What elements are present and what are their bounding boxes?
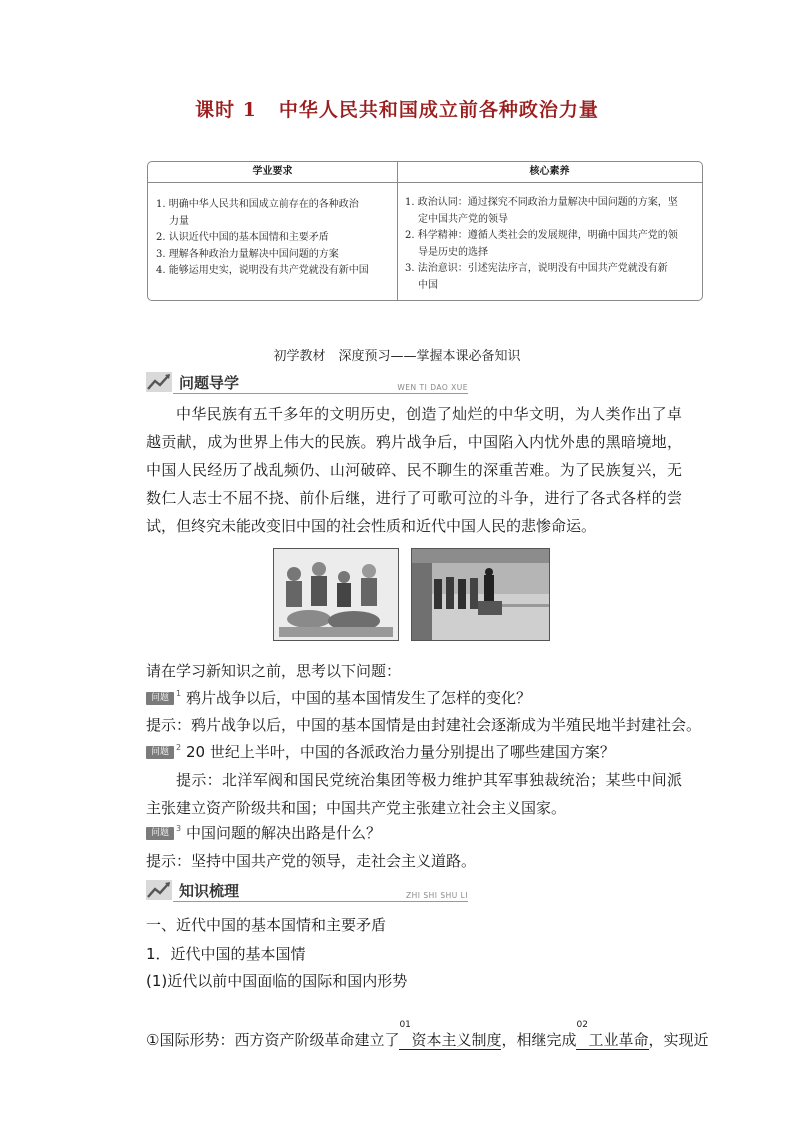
academic-requirements-list bbox=[148, 183, 397, 280]
lesson-title bbox=[0, 95, 794, 122]
question-3 bbox=[146, 822, 682, 843]
badge-title: 知识梳理 bbox=[179, 882, 240, 900]
competency-item: 3. 法治意识：引述宪法序言，说明没有中国共产党就没有新 bbox=[405, 263, 668, 274]
badge-subtitle: ZHI SHI SHU LI bbox=[405, 891, 468, 900]
question-2 bbox=[146, 741, 682, 762]
item-text: ，相继完成 bbox=[501, 1031, 577, 1049]
core-competencies-list bbox=[397, 183, 702, 294]
requirement-item: 2. 认识近代中国的基本国情和主要矛盾 bbox=[156, 232, 329, 243]
section-badge-problem-guide bbox=[146, 372, 468, 394]
requirement-item: 力量 bbox=[169, 215, 189, 227]
badge-title: 问题导学 bbox=[179, 374, 240, 392]
academic-requirements-header: 学业要求 bbox=[148, 162, 397, 183]
question-text: 中国问题的解决出路是什么？ bbox=[186, 824, 382, 842]
crowd-illustration bbox=[274, 549, 398, 640]
question-1 bbox=[146, 687, 682, 708]
item-text: ①国际形势：西方资产阶级革命建立了 bbox=[146, 1031, 400, 1049]
item-text: ，实现近 bbox=[648, 1031, 709, 1049]
section-badge-knowledge bbox=[146, 880, 468, 902]
trend-chart-icon bbox=[146, 880, 172, 900]
competency-item: 2. 科学精神：遵循人类社会的发展规律，明确中国共产党的领 bbox=[405, 230, 678, 241]
hint-1: 提示：鸦片战争以后，中国的基本国情是由封建社会逐渐成为半殖民地半封建社会。 bbox=[146, 716, 702, 734]
section-heading: 初学教材 深度预习——掌握本课必备知识 bbox=[273, 349, 521, 364]
requirement-item: 1. 明确中华人民共和国成立前存在的各种政治 bbox=[156, 199, 359, 210]
lesson-number: 课时 1 bbox=[195, 99, 257, 121]
question-text: 鸦片战争以后，中国的基本国情发生了怎样的变化？ bbox=[186, 689, 532, 707]
think-prompt: 请在学习新知识之前，思考以下问题： bbox=[146, 662, 402, 680]
competency-item: 导是历史的选择 bbox=[418, 246, 488, 258]
hint-2: 提示：北洋军阀和国民党统治集团等极力维护其军事独裁统治；某些中间派主张建立资产阶级共和国；中国共产党主张建立社会主义国家。 bbox=[146, 771, 682, 817]
question-tag: 问题 2 bbox=[146, 746, 182, 760]
core-competencies-header: 核心素养 bbox=[397, 162, 702, 183]
hint-3: 提示：坚持中国共产党的领导，走社会主义道路。 bbox=[146, 852, 477, 870]
competency-item: 1. 政治认同：通过探究不同政治力量解决中国问题的方案，坚 bbox=[405, 197, 678, 208]
question-text: 20 世纪上半叶，中国的各派政治力量分别提出了哪些建国方案？ bbox=[186, 743, 615, 761]
fill-blank-1[interactable]: 01 资本主义制度 bbox=[399, 1020, 502, 1049]
trend-chart-icon bbox=[146, 372, 172, 392]
historical-photo-image bbox=[411, 548, 550, 641]
historical-illustration-image bbox=[273, 548, 399, 641]
badge-subtitle: WEN TI DAO XUE bbox=[397, 383, 468, 392]
ceremony-photo bbox=[412, 549, 549, 640]
badge-underline bbox=[173, 393, 468, 394]
lesson-title-text: 中华人民共和国成立前各种政治力量 bbox=[278, 99, 599, 121]
outline-heading-2: 1．近代中国的基本国情 bbox=[146, 945, 306, 963]
question-tag: 问题 1 bbox=[146, 692, 182, 706]
requirement-item: 3. 理解各种政治力量解决中国问题的方案 bbox=[156, 248, 339, 260]
fill-blank-2[interactable]: 02 工业革命 bbox=[576, 1020, 649, 1049]
competency-item: 定中国共产党的领导 bbox=[418, 213, 508, 225]
core-competencies-column bbox=[397, 162, 702, 300]
outline-item-international bbox=[146, 1020, 709, 1050]
requirement-item: 4. 能够运用史实，说明没有共产党就没有新中国 bbox=[156, 265, 369, 276]
outline-heading-3: (1)近代以前中国面临的国际和国内形势 bbox=[146, 972, 408, 990]
competency-item: 中国 bbox=[418, 279, 438, 291]
academic-requirements-column bbox=[148, 162, 398, 300]
outline-heading-1: 一、近代中国的基本国情和主要矛盾 bbox=[146, 916, 387, 934]
badge-underline bbox=[173, 901, 468, 902]
requirements-table bbox=[147, 161, 703, 301]
intro-paragraph: 中华民族有五千多年的文明历史，创造了灿烂的中华文明，为人类作出了卓越贡献，成为世界上伟大的民族。鸦片战争后，中国陷入内忧外患的黑暗境地，中国人民经历了战乱频仍、山河破碎、民不聊生的深重苦难。为了民族复兴，无数仁人志士不屈不挠、前仆后继，进行了可歌可泣的斗争，进行了各式各样的尝试，但终究未能改变旧中国的社会性质和近代中国人民的悲惨命运。 bbox=[146, 405, 682, 535]
question-tag: 问题 3 bbox=[146, 827, 182, 841]
